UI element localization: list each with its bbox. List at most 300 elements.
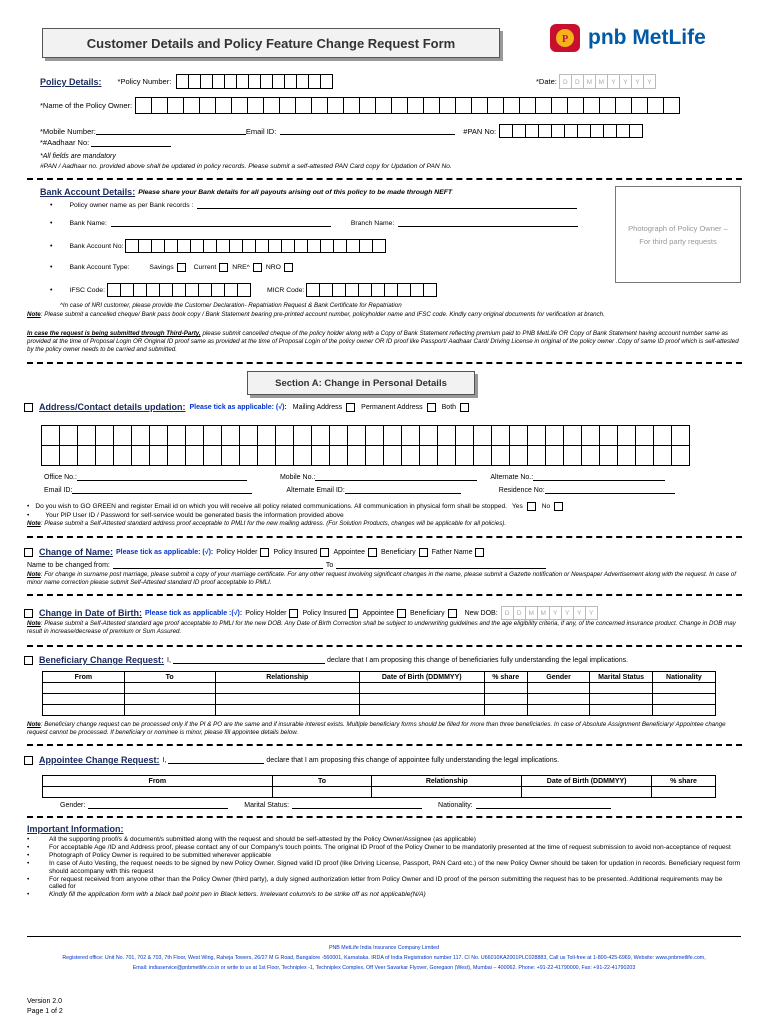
char-box[interactable] [311, 97, 328, 114]
char-box[interactable] [185, 283, 199, 297]
name-note [27, 571, 742, 587]
important-item [27, 844, 741, 852]
table-cell[interactable] [527, 683, 590, 694]
bank-owner-name-input[interactable] [197, 201, 577, 209]
bullet: • [50, 264, 53, 271]
char-box[interactable] [599, 97, 616, 114]
char-box[interactable] [167, 425, 186, 446]
char-box[interactable] [581, 425, 600, 446]
char-box[interactable] [203, 239, 217, 253]
char-box[interactable] [551, 97, 568, 114]
char-box[interactable] [473, 425, 492, 446]
char-box[interactable] [199, 97, 216, 114]
char-box[interactable] [345, 283, 359, 297]
char-box[interactable] [359, 239, 373, 253]
char-box[interactable] [294, 239, 308, 253]
account-no-boxes[interactable] [126, 239, 386, 253]
char-box[interactable] [653, 445, 672, 466]
char-box[interactable] [491, 445, 510, 466]
char-box[interactable] [131, 425, 150, 446]
permanent-address-checkbox[interactable] [427, 403, 436, 412]
char-box[interactable] [397, 283, 411, 297]
photo-box[interactable] [615, 186, 741, 283]
char-box[interactable] [268, 239, 282, 253]
char-box[interactable]: Y [573, 606, 586, 620]
aadhaar-input[interactable] [91, 139, 171, 147]
both-label: Both [441, 403, 457, 411]
char-box[interactable] [333, 239, 347, 253]
char-box[interactable] [437, 425, 456, 446]
table-cell[interactable] [215, 694, 359, 705]
char-box[interactable] [307, 239, 321, 253]
char-box[interactable] [567, 97, 584, 114]
char-box[interactable] [635, 445, 654, 466]
dob-policy-insured-checkbox[interactable] [349, 609, 358, 618]
char-box[interactable] [211, 283, 225, 297]
char-box[interactable] [359, 97, 376, 114]
table-cell[interactable] [124, 694, 215, 705]
char-box[interactable] [159, 283, 173, 297]
appointee-declarant-input[interactable] [168, 756, 264, 764]
form-title-box [42, 28, 500, 58]
char-box[interactable] [391, 97, 408, 114]
footer-line-1: Registered office: Unit No. 701, 702 & 703, 7th Floor, West Wing, Raheja Towers, 26/27 M G Road, Bangalore -560001, Karnataka. IRDA of India Registration number 117. CI No. U66010KA2001PLC028883, Call us Toll-free at 1-800-425-6969, Website: www.pnbmetlife.com, [62, 955, 706, 961]
char-box[interactable]: Y [585, 606, 598, 620]
char-box[interactable] [203, 425, 222, 446]
date-boxes[interactable] [560, 74, 656, 89]
char-box[interactable] [603, 124, 617, 138]
char-box[interactable] [293, 425, 312, 446]
table-row[interactable] [43, 683, 716, 694]
mobile-new-input[interactable] [315, 473, 477, 481]
divider [27, 536, 742, 538]
pnb-logo-icon [548, 22, 584, 54]
char-box[interactable] [255, 239, 269, 253]
char-box[interactable] [616, 124, 630, 138]
char-box[interactable] [419, 425, 438, 446]
mandatory-note: *All fields are mandatory [40, 153, 116, 160]
char-box[interactable] [247, 97, 264, 114]
savings-checkbox[interactable] [177, 263, 186, 272]
char-box[interactable] [563, 425, 582, 446]
table-cell[interactable] [652, 683, 715, 694]
table-cell[interactable] [124, 683, 215, 694]
char-box[interactable] [455, 425, 474, 446]
table-cell[interactable] [590, 683, 653, 694]
char-box[interactable] [375, 97, 392, 114]
char-box[interactable] [295, 97, 312, 114]
residence-input[interactable] [545, 486, 675, 494]
char-box[interactable]: Y [561, 606, 574, 620]
char-box[interactable] [599, 425, 618, 446]
char-box[interactable] [631, 97, 648, 114]
char-box[interactable]: D [559, 74, 572, 89]
table-cell[interactable] [652, 705, 715, 716]
table-cell[interactable] [652, 787, 716, 798]
char-box[interactable] [59, 425, 78, 446]
char-box[interactable] [491, 425, 510, 446]
bank-name-input[interactable] [111, 219, 331, 227]
important-item-text: For request received from anyone other than the Policy Owner (third party), a duly signed authorization letter from Policy Owner and ID proof of the person submitting the request has to be presented. Additional requirements may be called for [49, 875, 723, 891]
char-box[interactable] [320, 74, 333, 89]
char-box[interactable] [190, 239, 204, 253]
char-box[interactable] [535, 97, 552, 114]
column-header: Date of Birth (DDMMYY) [522, 776, 652, 787]
name-note-text: : For change in surname post marriage, please submit a copy of your marriage certificate. For any other request involving significant changes in the name, please submit a Gazette notification or Newspaper Advertisement along with the request. In case of minor name correction please submit Self-Attested standard ID proof acceptable to PMLI. [27, 571, 736, 586]
footer-company: PNB MetLife India Insurance Company Limited [328, 945, 440, 951]
char-box[interactable] [185, 445, 204, 466]
account-type-label: Bank Account Type: [69, 264, 130, 271]
name-to-input[interactable] [336, 561, 546, 569]
table-cell[interactable] [215, 683, 359, 694]
dob-beneficiary-checkbox[interactable] [448, 609, 457, 618]
table-cell[interactable] [590, 705, 653, 716]
char-box[interactable] [347, 425, 366, 446]
branch-name-input[interactable] [398, 219, 578, 227]
char-box[interactable] [146, 283, 160, 297]
bank-note-2 [27, 330, 742, 354]
form-title: Customer Details and Policy Feature Change Request Form [86, 35, 456, 51]
both-checkbox[interactable] [460, 403, 469, 412]
char-box[interactable]: M [537, 606, 550, 620]
logo-text: pnb MetLife [588, 26, 706, 49]
char-box[interactable] [41, 425, 60, 446]
address-grid-row[interactable] [42, 445, 690, 466]
table-cell[interactable] [359, 683, 484, 694]
char-box[interactable] [653, 425, 672, 446]
dob-opt-policy-holder: Policy Holder [245, 609, 287, 617]
char-box[interactable] [509, 425, 528, 446]
char-box[interactable] [311, 425, 330, 446]
micr-boxes[interactable] [307, 283, 437, 297]
micr-label: MICR Code: [266, 286, 305, 294]
char-box[interactable] [237, 283, 251, 297]
yes-checkbox[interactable] [527, 502, 536, 511]
char-box[interactable] [343, 97, 360, 114]
appointee-marital-input[interactable] [292, 801, 422, 809]
char-box[interactable] [216, 239, 230, 253]
char-box[interactable] [293, 445, 312, 466]
mobile-input[interactable] [96, 127, 246, 135]
char-box[interactable] [221, 425, 240, 446]
char-box[interactable] [95, 425, 114, 446]
char-box[interactable] [564, 124, 578, 138]
char-box[interactable] [275, 445, 294, 466]
char-box[interactable] [583, 97, 600, 114]
appointee-declare-text: declare that I am proposing this change of appointee fully understanding the legal implications. [266, 756, 560, 764]
char-box[interactable] [203, 445, 222, 466]
char-box[interactable]: Y [619, 74, 632, 89]
char-box[interactable] [263, 97, 280, 114]
char-box[interactable] [257, 425, 276, 446]
char-box[interactable] [113, 425, 132, 446]
char-box[interactable] [320, 239, 334, 253]
char-box[interactable] [135, 97, 152, 114]
char-box[interactable] [383, 445, 402, 466]
table-cell[interactable] [527, 694, 590, 705]
char-box[interactable]: Y [631, 74, 644, 89]
email-new-input[interactable] [72, 486, 252, 494]
char-box[interactable] [215, 97, 232, 114]
char-box[interactable] [384, 283, 398, 297]
char-box[interactable] [198, 283, 212, 297]
char-box[interactable]: D [501, 606, 514, 620]
address-grid-row[interactable] [42, 425, 690, 446]
char-box[interactable] [120, 283, 134, 297]
char-box[interactable] [401, 425, 420, 446]
bullet: • [27, 503, 30, 510]
dob-opt-beneficiary: Beneficiary [409, 609, 445, 617]
char-box[interactable] [407, 97, 424, 114]
column-header: Nationality [652, 672, 715, 683]
char-box[interactable] [229, 239, 243, 253]
name-from-input[interactable] [113, 561, 323, 569]
table-cell[interactable] [124, 705, 215, 716]
address-grid[interactable] [42, 425, 690, 466]
dob-appointee-checkbox[interactable] [397, 609, 406, 618]
char-box[interactable] [545, 445, 564, 466]
char-box[interactable] [527, 445, 546, 466]
table-row[interactable] [43, 694, 716, 705]
char-box[interactable] [471, 97, 488, 114]
bank-note-2-text: please submit cancelled cheque of the policy holder along with a Copy of Bank Statement reflecting premium paid to PNB MetLife OR Copy of Bank Statement having account number same as provided at the time of Proposal Login OR Original ID proof same as provided at the time of Proposal Login of the policy owner OR ID proof like Passport/ Aadhaar Card/ Driving License in original of the policy owner .Copy of same ID proof which is self-attested by the policy owner needs to be carried and submitted. [27, 330, 739, 353]
char-box[interactable] [133, 283, 147, 297]
char-box[interactable] [311, 445, 330, 466]
appointee-checkbox[interactable] [24, 756, 33, 765]
alt-email-input[interactable] [345, 486, 461, 494]
char-box[interactable] [437, 445, 456, 466]
char-box[interactable] [77, 445, 96, 466]
table-cell[interactable] [372, 787, 522, 798]
char-box[interactable] [545, 425, 564, 446]
char-box[interactable] [383, 425, 402, 446]
char-box[interactable] [306, 283, 320, 297]
char-box[interactable] [183, 97, 200, 114]
char-box[interactable] [167, 445, 186, 466]
char-box[interactable] [329, 445, 348, 466]
table-row[interactable] [43, 787, 716, 798]
char-box[interactable] [599, 445, 618, 466]
char-box[interactable] [487, 97, 504, 114]
char-box[interactable] [419, 445, 438, 466]
char-box[interactable] [455, 445, 474, 466]
char-box[interactable] [107, 283, 121, 297]
char-box[interactable] [41, 445, 60, 466]
char-box[interactable] [590, 124, 604, 138]
char-box[interactable] [172, 283, 186, 297]
char-box[interactable] [410, 283, 424, 297]
table-cell[interactable] [484, 705, 527, 716]
name-beneficiary-checkbox[interactable] [419, 548, 428, 557]
char-box[interactable] [131, 445, 150, 466]
important-item-text: Photograph of Policy Owner is required to be submitted wherever applicable [49, 851, 272, 859]
important-item-text: In case of Auto Vesting, the request needs to be signed by new Policy Owner. Signed valid ID proof (like Driving License, Passport, PAN Card etc.) of the new Policy Owner should be taken for updation in records. Beneficiary request form should accompany with this request [49, 859, 741, 875]
char-box[interactable] [401, 445, 420, 466]
beneficiary-declarant-input[interactable] [173, 656, 325, 664]
char-box[interactable] [151, 239, 165, 253]
table-cell[interactable] [590, 694, 653, 705]
table-cell[interactable] [527, 705, 590, 716]
name-policy-insured-checkbox[interactable] [320, 548, 329, 557]
char-box[interactable] [629, 124, 643, 138]
current-checkbox[interactable] [219, 263, 228, 272]
char-box[interactable] [239, 445, 258, 466]
policy-number-boxes[interactable] [177, 74, 333, 89]
char-box[interactable] [149, 425, 168, 446]
bank-owner-name-label: Policy owner name as per Bank records : [69, 201, 194, 209]
email-input[interactable] [280, 127, 455, 135]
char-box[interactable] [439, 97, 456, 114]
char-box[interactable] [95, 445, 114, 466]
char-box[interactable] [224, 283, 238, 297]
char-box[interactable]: D [513, 606, 526, 620]
char-box[interactable] [647, 97, 664, 114]
divider [27, 594, 742, 596]
table-cell[interactable] [43, 705, 125, 716]
char-box[interactable] [455, 97, 472, 114]
char-box[interactable] [423, 97, 440, 114]
char-box[interactable] [358, 283, 372, 297]
char-box[interactable]: Y [607, 74, 620, 89]
office-input[interactable] [77, 473, 247, 481]
char-box[interactable] [635, 425, 654, 446]
dob-opt-policy-insured: Policy Insured [302, 609, 347, 617]
char-box[interactable]: M [583, 74, 596, 89]
alternate-input[interactable] [533, 473, 665, 481]
char-box[interactable] [551, 124, 565, 138]
char-box[interactable] [371, 283, 385, 297]
char-box[interactable] [149, 445, 168, 466]
char-box[interactable] [151, 97, 168, 114]
char-box[interactable] [138, 239, 152, 253]
char-box[interactable] [525, 124, 539, 138]
char-box[interactable] [185, 425, 204, 446]
char-box[interactable] [281, 239, 295, 253]
appointee-nationality-input[interactable] [476, 801, 611, 809]
column-header: Date of Birth (DDMMYY) [359, 672, 484, 683]
char-box[interactable] [221, 445, 240, 466]
char-box[interactable]: M [595, 74, 608, 89]
char-box[interactable] [177, 239, 191, 253]
char-box[interactable] [319, 283, 333, 297]
char-box[interactable] [231, 97, 248, 114]
char-box[interactable] [617, 445, 636, 466]
char-box[interactable] [125, 239, 139, 253]
table-cell[interactable] [359, 705, 484, 716]
table-cell[interactable] [359, 694, 484, 705]
char-box[interactable] [527, 425, 546, 446]
owner-name-boxes[interactable] [136, 97, 680, 114]
nre-checkbox[interactable] [253, 263, 262, 272]
table-row[interactable] [43, 705, 716, 716]
char-box[interactable] [538, 124, 552, 138]
char-box[interactable] [503, 97, 520, 114]
name-father-name-checkbox[interactable] [475, 548, 484, 557]
address-checkbox[interactable] [24, 403, 33, 412]
bank-note-1 [27, 311, 739, 319]
char-box[interactable]: Y [643, 74, 656, 89]
char-box[interactable] [242, 239, 256, 253]
table-cell[interactable] [484, 694, 527, 705]
char-box[interactable] [239, 425, 258, 446]
table-cell[interactable] [484, 683, 527, 694]
name-change-checkbox[interactable] [24, 548, 33, 557]
ifsc-boxes[interactable] [108, 283, 251, 297]
table-cell[interactable] [522, 787, 652, 798]
char-box[interactable] [512, 124, 526, 138]
table-cell[interactable] [43, 787, 273, 798]
char-box[interactable] [167, 97, 184, 114]
char-box[interactable] [519, 97, 536, 114]
table-cell[interactable] [272, 787, 372, 798]
appointee-table[interactable] [42, 775, 716, 798]
char-box[interactable]: Y [549, 606, 562, 620]
table-cell[interactable] [215, 705, 359, 716]
char-box[interactable] [275, 425, 294, 446]
beneficiary-checkbox[interactable] [24, 656, 33, 665]
name-tick-text: Please tick as applicable: (√): [116, 548, 214, 556]
char-box[interactable] [577, 124, 591, 138]
char-box[interactable] [365, 425, 384, 446]
char-box[interactable] [615, 97, 632, 114]
table-cell[interactable] [652, 694, 715, 705]
char-box[interactable]: M [525, 606, 538, 620]
char-box[interactable] [164, 239, 178, 253]
char-box[interactable] [332, 283, 346, 297]
char-box[interactable] [365, 445, 384, 466]
char-box[interactable] [347, 445, 366, 466]
new-dob-boxes[interactable] [502, 606, 598, 620]
char-box[interactable] [77, 425, 96, 446]
dob-policy-holder-checkbox[interactable] [289, 609, 298, 618]
char-box[interactable] [346, 239, 360, 253]
char-box[interactable] [329, 425, 348, 446]
char-box[interactable]: D [571, 74, 584, 89]
char-box[interactable] [509, 445, 528, 466]
pan-boxes[interactable] [500, 124, 643, 138]
pip-text: Your PIP User ID / Password for self-service would be generated basis the information provided above [45, 512, 344, 519]
char-box[interactable] [279, 97, 296, 114]
dob-change-checkbox[interactable] [24, 609, 33, 618]
nre-label: NRE^ [232, 264, 250, 271]
table-cell[interactable] [43, 683, 125, 694]
char-box[interactable] [327, 97, 344, 114]
table-cell[interactable] [43, 694, 125, 705]
nro-checkbox[interactable] [284, 263, 293, 272]
address-tick-text: Please tick as applicable: (√): [189, 403, 287, 411]
mailing-address-checkbox[interactable] [346, 403, 355, 412]
appointee-heading: Appointee Change Request: [39, 755, 160, 765]
beneficiary-table[interactable] [42, 671, 716, 716]
char-box[interactable] [581, 445, 600, 466]
char-box[interactable] [671, 425, 690, 446]
appointee-gender-input[interactable] [88, 801, 228, 809]
char-box[interactable] [423, 283, 437, 297]
char-box[interactable] [257, 445, 276, 466]
char-box[interactable] [499, 124, 513, 138]
name-appointee-checkbox[interactable] [368, 548, 377, 557]
char-box[interactable] [663, 97, 680, 114]
char-box[interactable] [473, 445, 492, 466]
char-box[interactable] [671, 445, 690, 466]
char-box[interactable] [563, 445, 582, 466]
no-checkbox[interactable] [554, 502, 563, 511]
char-box[interactable] [372, 239, 386, 253]
char-box[interactable] [59, 445, 78, 466]
char-box[interactable] [113, 445, 132, 466]
name-policy-holder-checkbox[interactable] [260, 548, 269, 557]
char-box[interactable] [617, 425, 636, 446]
